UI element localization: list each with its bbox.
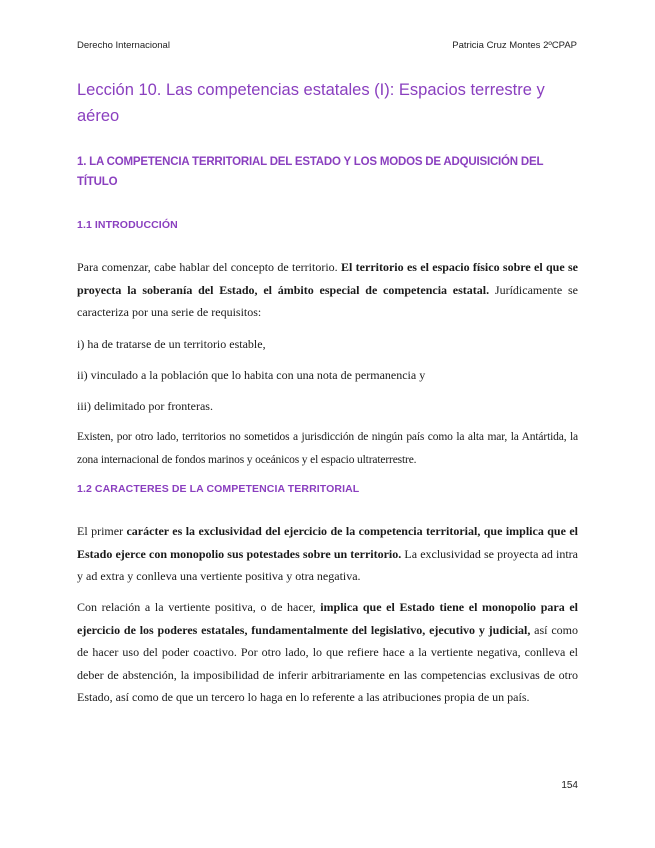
paragraph-bold: implica que el Estado tiene el monopolio para el ejercicio de los poderes estatales, fundamentalmente del legislativo, ejecutivo y judicial, [77, 600, 578, 637]
paragraph-bold: carácter es la exclusividad del ejercicio de la competencia territorial, que implica que el Estado ejerce con monopolio sus potestades sobre un territorio. [77, 524, 578, 561]
requirement-item-2: ii) vinculado a la población que lo habita con una nota de permanencia y [77, 368, 426, 382]
header-course: Derecho Internacional [77, 40, 170, 51]
requirement-item-1: i) ha de tratarse de un territorio estable, [77, 337, 266, 351]
paragraph-text: La exclusividad se proyecta ad intra y ad extra y conlleva una vertiente positiva y otra negativa. [77, 546, 578, 583]
section-heading-1-1: 1.1 INTRODUCCIÓN [77, 219, 178, 231]
paragraph-non-jurisdiction: Existen, por otro lado, territorios no sometidos a jurisdicción de ningún país como la alta mar, la Antártida, la zona internacional de fondos marinos y oceánicos y el espacio ultraterrestre. [77, 431, 578, 466]
section-heading-1: 1. LA COMPETENCIA TERRITORIAL DEL ESTADO Y LOS MODOS DE ADQUISICIÓN DEL TÍTULO [77, 156, 544, 188]
paragraph-text: Jurídicamente se caracteriza por una serie de requisitos: [77, 282, 578, 319]
page-number: 154 [561, 780, 578, 791]
header-author: Patricia Cruz Montes 2ºCPAP [452, 40, 577, 51]
requirement-item-3: iii) delimitado por fronteras. [77, 399, 213, 413]
lesson-title: Lección 10. Las competencias estatales (I): Espacios terrestre y aéreo [77, 81, 545, 125]
section-heading-1-2: 1.2 CARACTERES DE LA COMPETENCIA TERRITORIAL [77, 483, 360, 495]
paragraph-territory [77, 256, 578, 324]
paragraph-positive-aspect [77, 596, 578, 709]
paragraph-text: así como de hacer uso del poder coactivo. Por otro lado, lo que refiere hace a la vertiente negativa, conlleva el deber de abstención, la imposibilidad de inferir arbitrariamente en las competencias exclusivas de otro Estado, así como de que un tercero lo haga en lo referente a las atribuciones propia de un país. [77, 622, 578, 704]
paragraph-text: Con relación a la vertiente positiva, o de hacer, [77, 600, 321, 614]
paragraph-text: Para comenzar, cabe hablar del concepto de territorio. [77, 260, 341, 274]
paragraph-exclusivity [77, 520, 578, 588]
paragraph-bold: El territorio es el espacio físico sobre el que se proyecta la soberanía del Estado, el ámbito especial de competencia estatal. [77, 260, 578, 297]
paragraph-text: El primer [77, 524, 127, 538]
